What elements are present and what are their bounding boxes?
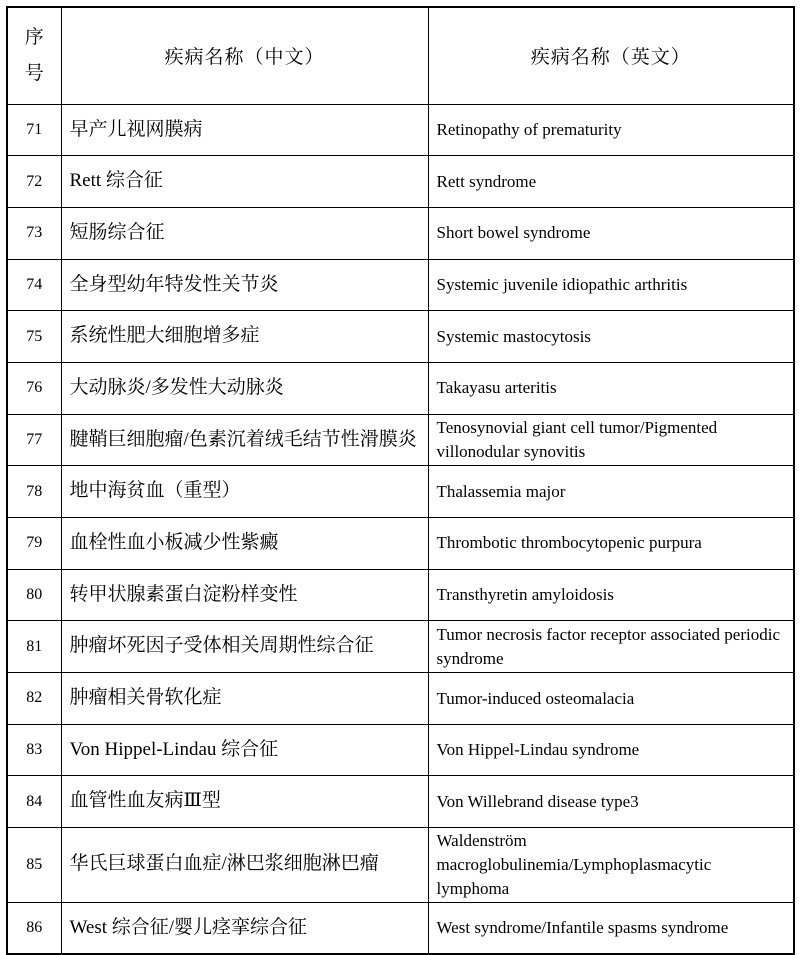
row-serial-number: 80 [7,569,61,621]
disease-name-english: Transthyretin amyloidosis [428,569,794,621]
disease-name-english: Rett syndrome [428,156,794,208]
disease-name-chinese: 地中海贫血（重型） [61,466,428,518]
row-serial-number: 72 [7,156,61,208]
disease-name-english: Thrombotic thrombocytopenic purpura [428,518,794,570]
disease-name-english: Tumor-induced osteomalacia [428,673,794,725]
disease-name-english: Von Willebrand disease type3 [428,776,794,828]
row-serial-number: 76 [7,362,61,414]
row-serial-number: 83 [7,724,61,776]
table-row [7,621,794,673]
header-serial-number [7,7,61,104]
table-row [7,518,794,570]
disease-name-english: Thalassemia major [428,466,794,518]
table-row [7,207,794,259]
table-row [7,362,794,414]
disease-name-english: Tenosynovial giant cell tumor/Pigmented villonodular synovitis [428,414,794,466]
disease-name-chinese: 转甲状腺素蛋白淀粉样变性 [61,569,428,621]
table-row [7,724,794,776]
row-serial-number: 74 [7,259,61,311]
row-serial-number: 78 [7,466,61,518]
disease-name-chinese: 系统性肥大细胞增多症 [61,311,428,363]
disease-name-chinese: 全身型幼年特发性关节炎 [61,259,428,311]
table-row [7,311,794,363]
row-serial-number: 86 [7,902,61,954]
row-serial-number: 85 [7,828,61,902]
table-row [7,414,794,466]
table-row [7,104,794,156]
disease-name-english: Tumor necrosis factor receptor associated periodic syndrome [428,621,794,673]
table-row [7,828,794,902]
table-row [7,466,794,518]
disease-name-english: Retinopathy of prematurity [428,104,794,156]
row-serial-number: 84 [7,776,61,828]
row-serial-number: 75 [7,311,61,363]
disease-name-chinese: West 综合征/婴儿痉挛综合征 [61,902,428,954]
disease-name-english: Von Hippel-Lindau syndrome [428,724,794,776]
row-serial-number: 71 [7,104,61,156]
disease-name-english: Systemic mastocytosis [428,311,794,363]
table-row [7,259,794,311]
disease-name-chinese: Von Hippel-Lindau 综合征 [61,724,428,776]
table-row [7,673,794,725]
row-serial-number: 81 [7,621,61,673]
disease-name-english: Systemic juvenile idiopathic arthritis [428,259,794,311]
disease-name-chinese: Rett 综合征 [61,156,428,208]
row-serial-number: 77 [7,414,61,466]
header-disease-name-english: 疾病名称（英文） [428,7,794,104]
disease-name-english: Takayasu arteritis [428,362,794,414]
row-serial-number: 79 [7,518,61,570]
header-disease-name-chinese: 疾病名称（中文） [61,7,428,104]
disease-name-english: West syndrome/Infantile spasms syndrome [428,902,794,954]
disease-table-header [7,7,794,104]
disease-name-chinese: 肿瘤坏死因子受体相关周期性综合征 [61,621,428,673]
disease-name-chinese: 肿瘤相关骨软化症 [61,673,428,725]
disease-name-chinese: 华氏巨球蛋白血症/淋巴浆细胞淋巴瘤 [61,828,428,902]
disease-name-chinese: 血栓性血小板减少性紫癜 [61,518,428,570]
table-row [7,156,794,208]
disease-table [6,6,795,955]
disease-name-chinese: 腱鞘巨细胞瘤/色素沉着绒毛结节性滑膜炎 [61,414,428,466]
disease-name-english: Waldenström macroglobulinemia/Lymphoplasmacytic lymphoma [428,828,794,902]
disease-table-body [7,104,794,954]
table-row [7,776,794,828]
header-row [7,7,794,104]
disease-name-chinese: 血管性血友病Ⅲ型 [61,776,428,828]
disease-name-chinese: 早产儿视网膜病 [61,104,428,156]
disease-name-chinese: 短肠综合征 [61,207,428,259]
disease-name-chinese: 大动脉炎/多发性大动脉炎 [61,362,428,414]
table-row [7,569,794,621]
row-serial-number: 82 [7,673,61,725]
table-row [7,902,794,954]
header-serial-number-label: 序号 [24,26,44,84]
disease-name-english: Short bowel syndrome [428,207,794,259]
row-serial-number: 73 [7,207,61,259]
